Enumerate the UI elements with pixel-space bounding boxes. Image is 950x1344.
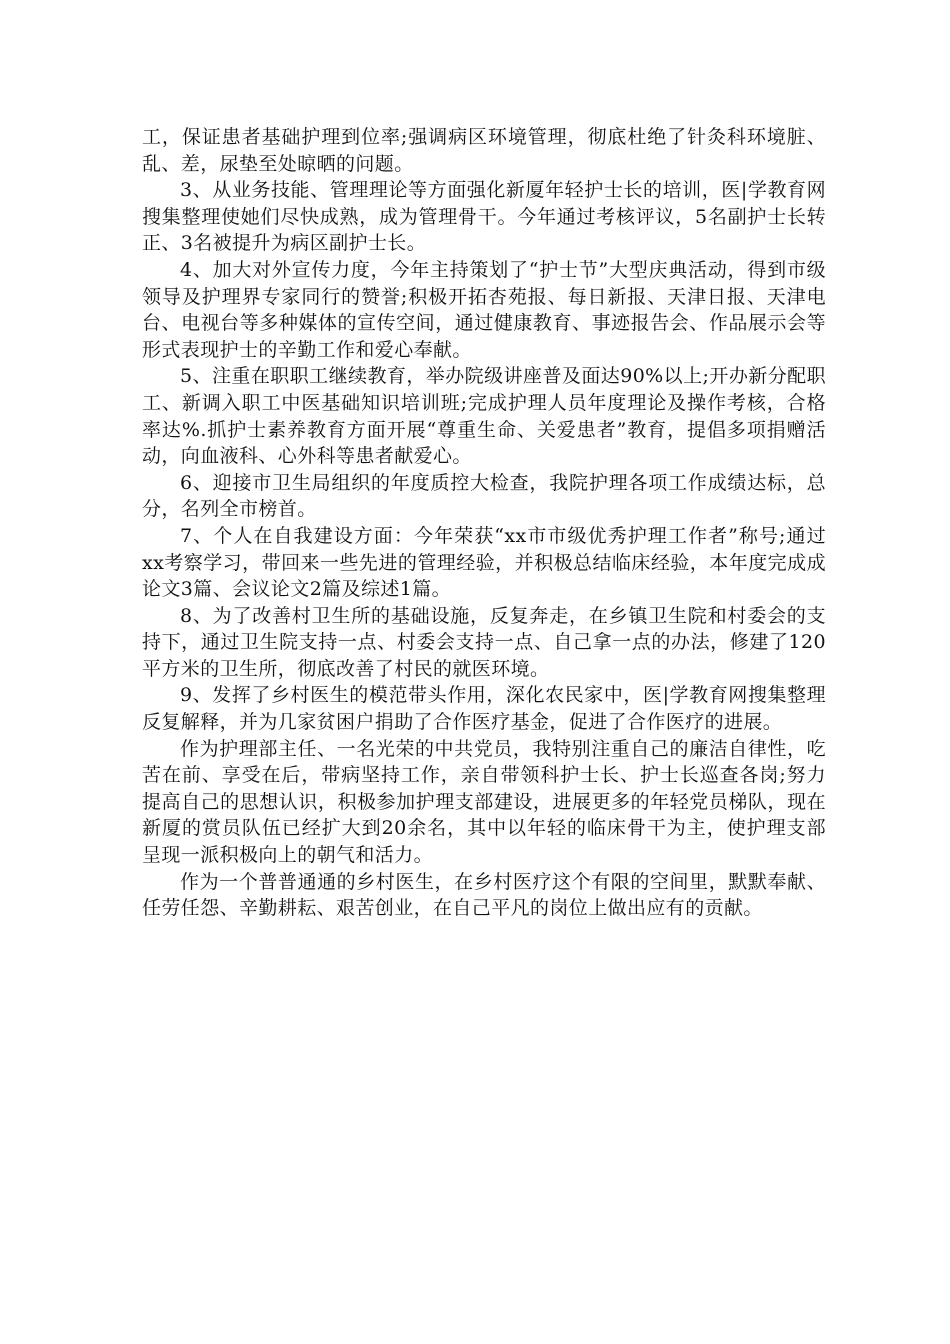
paragraph-party-member: 作为护理部主任、一名光荣的中共党员，我特别注重自己的廉洁自律性，吃苦在前、享受在后，带病坚持工作，亲自带领科护士长、护士长巡查各岗;努力提高自己的思想认识，积极参加护理支部建设，进展更多的年轻党员梯队，现在新厦的赏员队伍已经扩大到20余名，其中以年轻的临床骨干为主，使护理支部呈现一派积极向上的朝气和活力。	[142, 737, 826, 867]
paragraph-continuation: 工，保证患者基础护理到位率;强调病区环境管理，彻底杜绝了针灸科环境脏、乱、差，尿垫至处晾晒的问题。	[142, 126, 826, 175]
paragraph-item-5: 5、注重在职职工继续教育，举办院级讲座普及面达90%以上;开办新分配职工、新调入职工中医基础知识培训班;完成护理人员年度理论及操作考核，合格率达%.抓护士素养教育方面开展“尊重生命、关爱患者”教育，提倡多项捐赠活动，向血液科、心外科等患者献爱心。	[142, 365, 826, 468]
paragraph-closing: 作为一个普普通通的乡村医生，在乡村医疗这个有限的空间里，默默奉献、任劳任怨、辛勤耕耘、艰苦创业，在自己平凡的岗位上做出应有的贡献。	[142, 870, 826, 920]
paragraph-item-6: 6、迎接市卫生局组织的年度质控大检查，我院护理各项工作成绩达标，总分，名列全市榜首。	[142, 471, 826, 521]
paragraph-item-9: 9、发挥了乡村医生的模范带头作用，深化农民家中，医|学教育网搜集整理反复解释，并为几家贫困户捐助了合作医疗基金，促进了合作医疗的进展。	[142, 684, 826, 734]
paragraph-item-7: 7、个人在自我建设方面：今年荣获“xx市市级优秀护理工作者”称号;通过xx考察学习，带回来一些先进的管理经验，并积极总结临床经验，本年度完成成论文3篇、会议论文2篇及综述1篇。	[142, 524, 826, 601]
document-body	[142, 124, 826, 922]
paragraph-item-3: 3、从业务技能、管理理论等方面强化新厦年轻护士长的培训，医|学教育网搜集整理使她们尽快成熟，成为管理骨干。今年通过考核评议，5名副护士长转正、3名被提升为病区副护士长。	[142, 179, 826, 255]
paragraph-item-8: 8、为了改善村卫生所的基础设施，反复奔走，在乡镇卫生院和村委会的支持下，通过卫生院支持一点、村委会支持一点、自己拿一点的办法，修建了120平方米的卫生所，彻底改善了村民的就医环境。	[142, 604, 826, 680]
paragraph-item-4: 4、加大对外宣传力度，今年主持策划了“护士节”大型庆典活动，得到市级领导及护理界专家同行的赞誉;积极开拓杏苑报、每日新报、天津日报、天津电台、电视台等多种媒体的宣传空间，通过健康教育、事迹报告会、作品展示会等形式表现护士的辛勤工作和爱心奉献。	[142, 258, 826, 361]
